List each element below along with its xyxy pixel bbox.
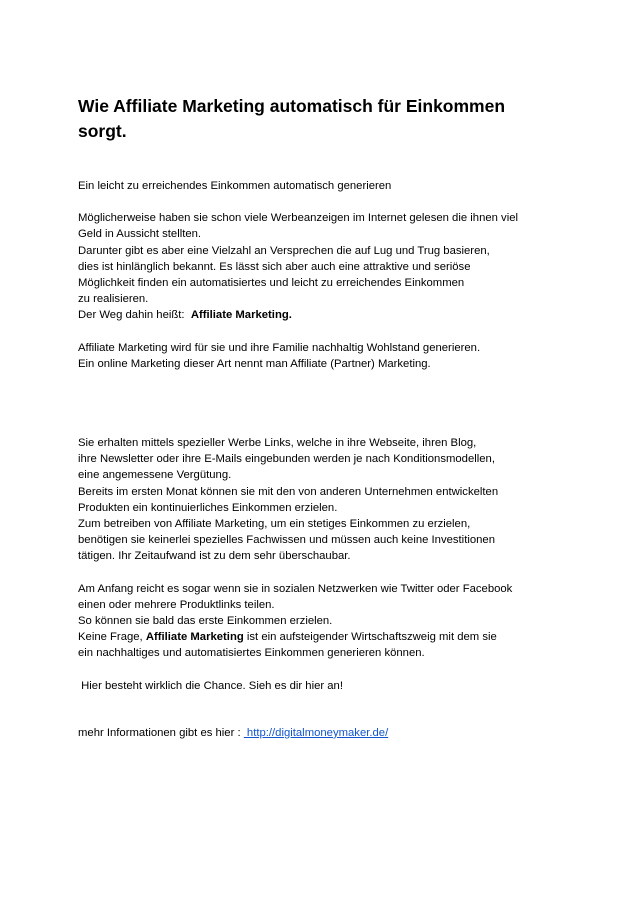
paragraph-definition	[78, 340, 578, 372]
text-segment: Keine Frage,	[78, 631, 146, 644]
paragraph-how-it-works	[78, 435, 578, 565]
text-line: Darunter gibt es aber eine Vielzahl an Versprechen die auf Lug und Trug basieren,	[78, 244, 490, 257]
title-line: sorgt.	[78, 121, 127, 141]
document-subtitle: Ein leicht zu erreichendes Einkommen automatisch generieren	[78, 180, 392, 192]
website-link[interactable]: http://digitalmoneymaker.de/	[243, 726, 389, 739]
text-line: Bereits im ersten Monat können sie mit den von anderen Unternehmen entwickelten	[78, 485, 499, 498]
text-line: ihre Newsletter oder ihre E-Mails eingebunden werden je nach Konditionsmodellen,	[78, 453, 495, 466]
text-line: Am Anfang reicht es sogar wenn sie in sozialen Netzwerken wie Twitter oder Facebook	[78, 582, 513, 595]
text-line: eine angemessene Vergütung.	[78, 469, 232, 482]
text-line: Möglicherweise haben sie schon viele Werbeanzeigen im Internet gelesen die ihnen viel	[78, 212, 519, 225]
text-line: So können sie bald das erste Einkommen erzielen.	[78, 615, 333, 628]
document-title	[78, 94, 578, 144]
text-line: ein nachhaltiges und automatisiertes Einkommen generieren können.	[78, 647, 425, 660]
more-info-line	[78, 725, 578, 741]
text-line: Affiliate Marketing wird für sie und ihre Familie nachhaltig Wohlstand generieren.	[78, 341, 481, 354]
paragraph-intro	[78, 210, 578, 323]
paragraph-call-to-action: Hier besteht wirklich die Chance. Sieh es dir hier an!	[78, 679, 343, 692]
text-line: zu realisieren.	[78, 293, 149, 306]
paragraph-getting-started	[78, 581, 578, 662]
text-line	[78, 629, 578, 645]
text-line: Geld in Aussicht stellten.	[78, 228, 202, 241]
bold-text: Affiliate Marketing.	[190, 309, 292, 322]
bold-text: Affiliate Marketing	[145, 631, 244, 644]
text-line: Sie erhalten mittels spezieller Werbe Links, welche in ihre Webseite, ihren Blog,	[78, 437, 477, 450]
title-line: Wie Affiliate Marketing automatisch für Einkommen	[78, 96, 506, 116]
text-segment: Der Weg dahin heißt:	[78, 309, 191, 322]
text-line: einen oder mehrere Produktlinks teilen.	[78, 598, 275, 611]
text-line: dies ist hinlänglich bekannt. Es lässt sich aber auch eine attraktive und seriöse	[78, 260, 471, 273]
text-line: Produkten ein kontinuierliches Einkommen erzielen.	[78, 501, 338, 514]
text-line	[78, 307, 578, 323]
text-segment: ist ein aufsteigender Wirtschaftszweig mit dem sie	[243, 631, 497, 644]
text-line: tätigen. Ihr Zeitaufwand ist zu dem sehr überschaubar.	[78, 550, 351, 563]
text-line: Möglichkeit finden ein automatisiertes und leicht zu erreichendes Einkommen	[78, 277, 465, 290]
text-line: Ein online Marketing dieser Art nennt man Affiliate (Partner) Marketing.	[78, 357, 431, 370]
text-line: benötigen sie keinerlei spezielles Fachwissen und müssen auch keine Investitionen	[78, 534, 495, 547]
text-line: Zum betreiben von Affiliate Marketing, um ein stetiges Einkommen zu erzielen,	[78, 518, 471, 531]
document-page	[78, 94, 578, 741]
more-info-label: mehr Informationen gibt es hier :	[78, 726, 244, 739]
